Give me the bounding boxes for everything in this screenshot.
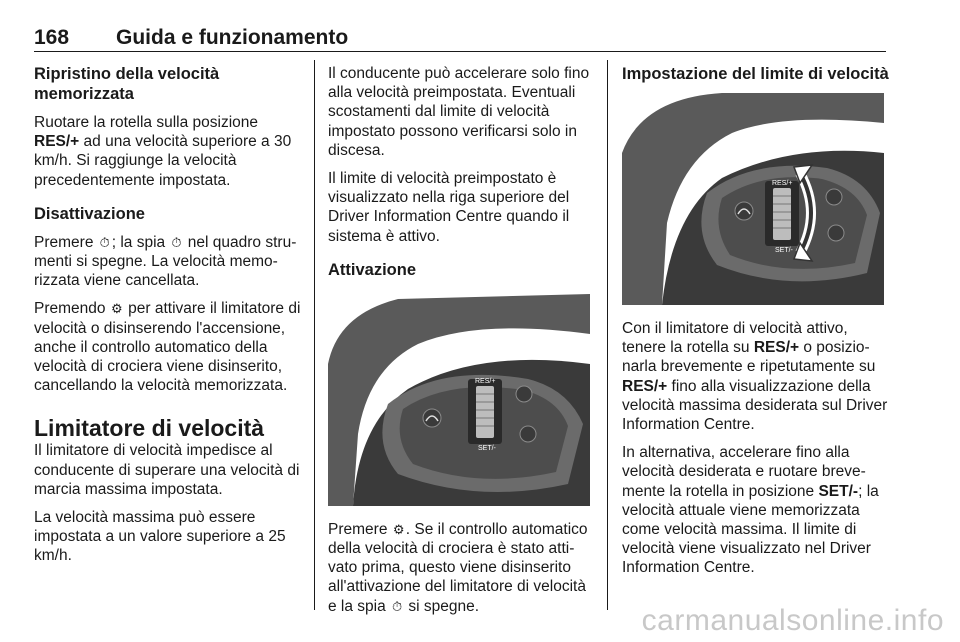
paragraph: La velocità massima può essere impostata a un valore superiore a 25 km/h. <box>34 509 286 565</box>
paragraph: Premere ⏱ ; la spia ⏱ nel quadro strumenti si spegne. La velocità memorizzata viene cancellata. <box>34 233 297 290</box>
steering-wheel-illustration <box>328 294 590 506</box>
heading-impostazione: Impostazione del limite di velocità <box>622 65 889 83</box>
chapter-title: Guida e funzionamento <box>116 26 349 49</box>
res-label: RES/+ <box>772 180 793 187</box>
paragraph: Premendo ⚙ per attivare il limitatore di velocità o disinserendo l'accensione, anche il controllo automatico della velocità di crociera viene disinserito, cancellando la velocità memorizzata. <box>34 300 301 395</box>
steering-wheel-adjust-figure <box>622 93 884 305</box>
column-2 <box>328 64 596 616</box>
column-1 <box>34 64 302 566</box>
steering-wheel-figure <box>328 294 590 506</box>
cruise-control-icon: ⏱ <box>99 234 110 250</box>
heading-disattivazione: Disattivazione <box>34 204 145 223</box>
paragraph: Ruotare la rotella sulla posizione RES/+ ad una velocità superiore a 30 km/h. Si raggiunge la velocità precedentemente impostata. <box>34 114 292 189</box>
watermark: carmanualsonline.info <box>641 604 944 637</box>
column-3 <box>622 64 890 578</box>
paragraph: Con il limitatore di velocità attivo, tenere la rotella su RES/+ o posizionarla brevemente e ripetutamente su RES/+ fino alla visualizzazione della velocità massima desiderata sul Driver Information Centre. <box>622 320 888 434</box>
paragraph: Il limite di velocità preimpostato è visualizzato nella riga superiore del Driver Information Centre quando il sistema è attivo. <box>328 170 570 245</box>
header-rule <box>34 51 886 52</box>
heading-ripristino: Ripristino della velocità memorizzata <box>34 65 220 103</box>
paragraph: In alternativa, accelerare fino alla velocità desiderata e ruotare brevemente la rotella in posizione SET/-; la velocità attuale viene memorizzata come velocità massima. Il limite di velocità viene visualizzato nel Driver Information Centre. <box>622 444 879 577</box>
steering-wheel-adjust-illustration <box>622 93 884 305</box>
speed-limiter-icon: ⚙ <box>392 521 405 537</box>
column-divider-1 <box>314 60 315 610</box>
set-label: SET/- <box>478 444 496 452</box>
paragraph: Premere ⚙. Se il controllo automatico della velocità di crociera è stato attivato prima, questo viene disinserito all'attivazione del limitatore di velocità e la spia ⏱ si spegne. <box>328 520 588 615</box>
heading-limitatore: Limitatore di velocità <box>34 415 265 442</box>
page-number: 168 <box>34 26 70 49</box>
paragraph: Il conducente può accelerare solo fino alla velocità preimpostata. Eventuali scostamenti dal limite di velocità impostato possono verificarsi solo in discesa. <box>328 65 590 159</box>
paragraph: Il limitatore di velocità impedisce al conducente di superare una velocità di marcia massima impostata. <box>34 442 300 498</box>
cruise-control-icon: ⏱ <box>391 598 403 614</box>
speed-limiter-icon: ⚙ <box>111 301 123 317</box>
set-label: SET/- <box>775 247 793 254</box>
res-label: RES/+ <box>475 377 496 385</box>
cruise-control-icon: ⏱ <box>171 234 182 250</box>
page-header <box>34 26 886 54</box>
heading-attivazione: Attivazione <box>328 260 417 279</box>
column-divider-2 <box>607 60 608 610</box>
